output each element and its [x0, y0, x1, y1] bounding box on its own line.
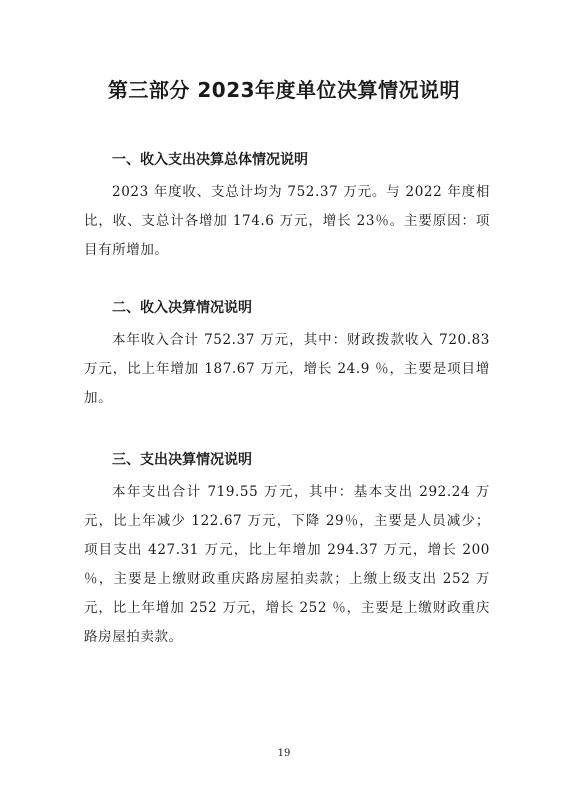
section-heading: 二、收入决算情况说明 — [112, 300, 252, 316]
section-body: 本年收入合计 752.37 万元，其中：财政拨款收入 720.83 万元，比上年增加 187.67 万元，增长 24.9 ％，主要是项目增加。 — [84, 332, 490, 406]
section-heading: 三、支出决算情况说明 — [112, 452, 252, 468]
section-body: 2023 年度收、支总计均为 752.37 万元。与 2022 年度相比，收、支总计各增加 174.6 万元，增长 23％。主要原因：项目有所增加。 — [84, 184, 490, 258]
section-body: 本年支出合计 719.55 万元，其中：基本支出 292.24 万元，比上年减少 122.67 万元，下降 29％，主要是人员减少；项目支出 427.31 万元，比上年增加 294.37 万元，增长 200 ％，主要是上缴财政重庆路房屋拍卖款；上缴上级支出 252 万元，比上年增加 252 万元，增长 252 ％，主要是上缴财政重庆路房屋拍卖款。 — [84, 484, 490, 645]
document-title: 第三部分 2023年度单位决算情况说明 — [107, 78, 461, 102]
section-expenditure — [84, 450, 490, 652]
section-income-expenditure-overview — [84, 150, 490, 265]
page-number: 19 — [277, 748, 291, 759]
section-heading: 一、收入支出决算总体情况说明 — [112, 152, 308, 168]
section-income — [84, 298, 490, 413]
